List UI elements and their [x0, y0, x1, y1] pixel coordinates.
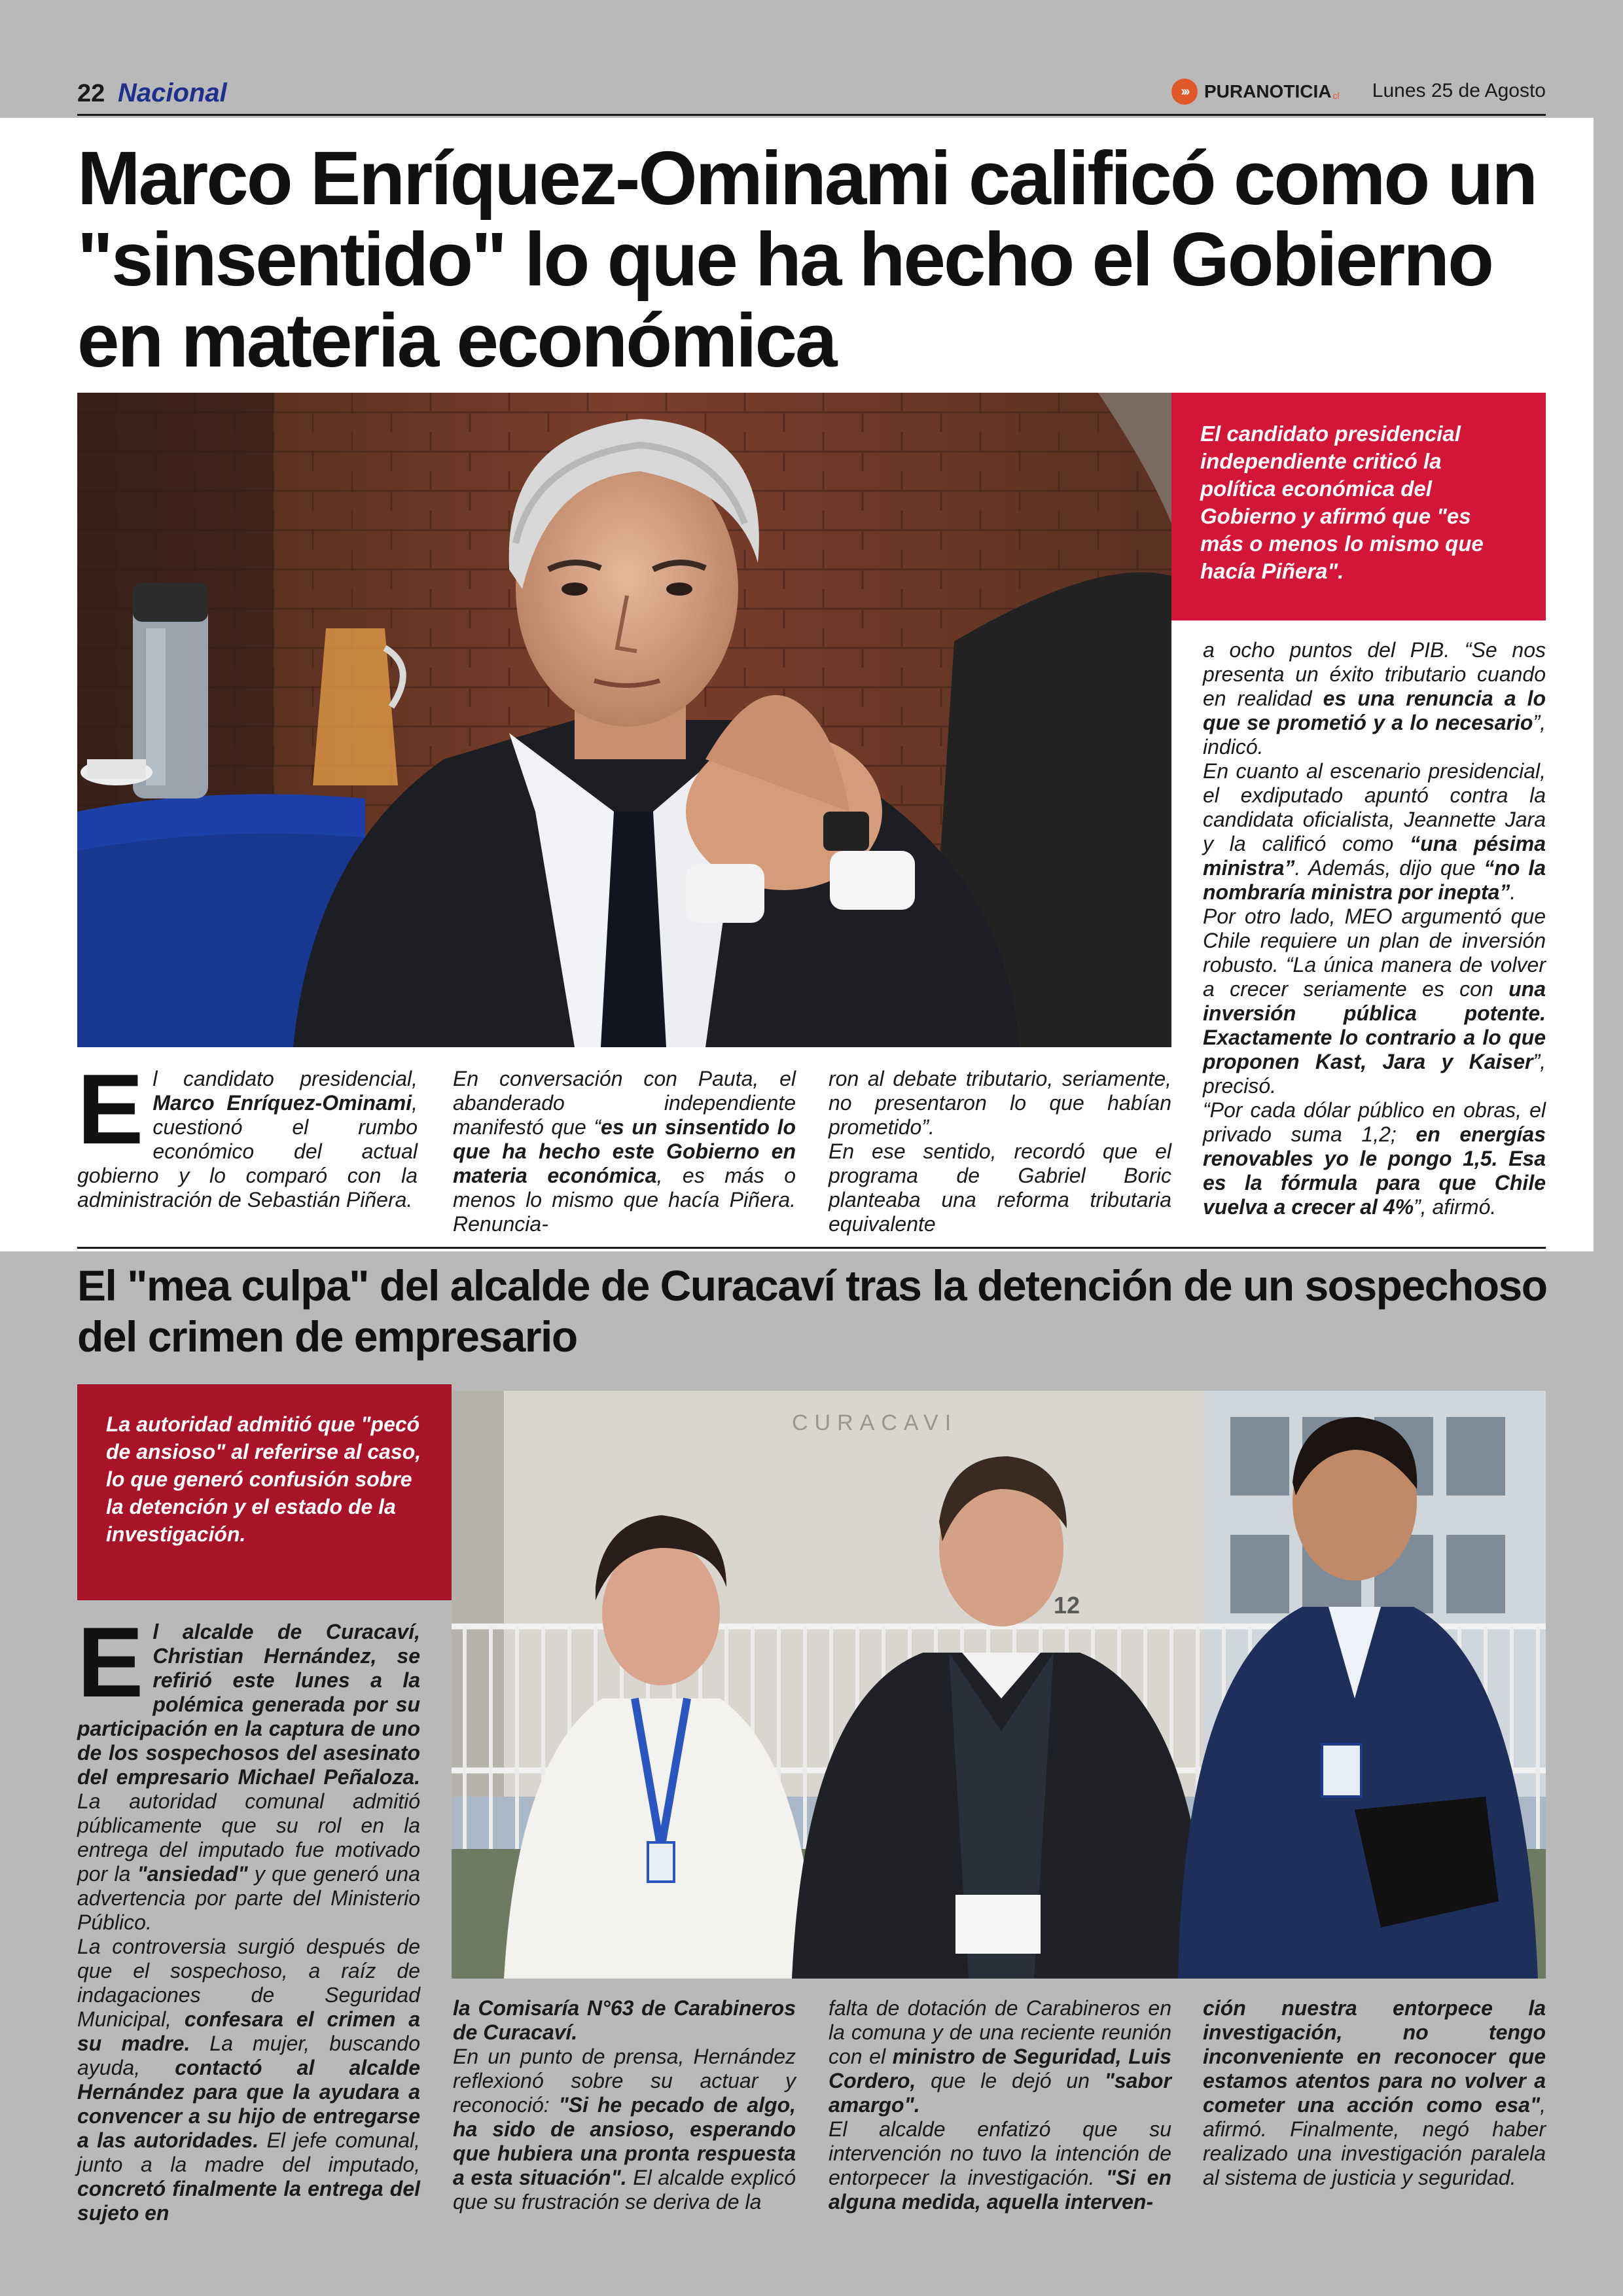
article2-col3 [829, 1996, 1171, 2214]
text-run: El jefe comunal, junto a la madre del imputado, [77, 2128, 420, 2176]
paragraph [1203, 638, 1546, 759]
paragraph [829, 1067, 1171, 1139]
bold-run: "Si he pecado de algo, ha sido de ansioso, esperando que hubiera una pronta respuesta a esta situación". [453, 2093, 796, 2189]
curacavi-group-illustration [452, 1391, 1546, 1979]
paragraph [829, 1139, 1171, 1236]
text-run: a ocho puntos del PIB. “Se nos presenta un éxito tributario cuando en realidad [1203, 638, 1546, 710]
article2-col4-text [1203, 1996, 1546, 2190]
text-run: y que generó una advertencia por parte del Ministerio Público. [77, 1862, 420, 1934]
text-run: El alcalde enfatizó que su intervención no tuvo la intención de entorpecer la investigación. [829, 2117, 1171, 2189]
meo-portrait-illustration [77, 393, 1171, 1047]
text-run: que le dejó un [916, 2069, 1105, 2092]
building-number: 12 [1054, 1592, 1080, 1619]
article-divider [77, 1247, 1546, 1249]
article1-photo [77, 393, 1171, 1047]
page-number: 22 [77, 80, 105, 107]
bold-run: una inversión pública potente. Exactamente lo contrario a lo que proponen Kast, Jara y Kaiser [1203, 977, 1546, 1073]
building-sign: CURACAVI [792, 1410, 958, 1435]
bold-run: contactó al alcalde Hernández para que la ayudara a convencer a su hijo de entregarse a las autoridades. [77, 2056, 420, 2152]
article1-col2-text [453, 1067, 796, 1236]
bold-run: “no la nombraría ministra por inepta” [1203, 856, 1546, 904]
article1-headline: Marco Enríquez-Ominami calificó como un "sinsentido" lo que ha hecho el Gobierno en materia económica [77, 135, 1537, 383]
bold-run: ministro de Seguridad, Luis Cordero, [829, 2045, 1172, 2092]
logo-suffix: cl [1332, 90, 1340, 101]
article1-dropcap: E [77, 1054, 144, 1165]
bold-run: "ansiedad" [137, 1862, 248, 1886]
bold-run: “una pésima ministra” [1203, 832, 1546, 880]
text-run: En ese sentido, recordó que el programa de Gabriel Boric planteaba una reforma tributaria equivalente [829, 1139, 1171, 1236]
article2-highlight-box [77, 1384, 452, 1600]
article1-highlight-text: El candidato presidencial independiente criticó la política económica del Gobierno y afirmó que "es más o menos lo mismo que hacía Piñera". [1200, 422, 1484, 583]
bold-run: l alcalde de Curacaví, Christian Hernández, se refirió este lunes a la polémica generada por su participación en la captura de uno de los sospechosos del asesinato del empresario Michael Peñaloza. [77, 1620, 420, 1789]
text-run: , afirmó. Finalmente, negó haber realizado una investigación paralela al sistema de justicia y seguridad. [1203, 2093, 1546, 2189]
text-run: En conversación con Pauta, el abanderado independiente manifestó que “ [453, 1067, 796, 1139]
text-run: En un punto de prensa, Hernández reflexionó sobre su actuar y reconoció: [453, 2045, 796, 2117]
text-run: falta de dotación de Carabineros en la comuna y de una reciente reunión con el [829, 1996, 1171, 2068]
article1-col2 [453, 1067, 796, 1236]
article1-col1 [77, 1054, 418, 1212]
text-run: . [1510, 880, 1516, 904]
text-run: “Por cada dólar público en obras, el privado suma 1,2; [1203, 1098, 1546, 1146]
article1-col3 [829, 1067, 1171, 1236]
text-run: La mujer, buscando ayuda, [77, 2032, 421, 2079]
text-run: ”, indicó. [1203, 711, 1546, 759]
puranoticia-logo [1171, 77, 1340, 106]
article2-headline: El "mea culpa" del alcalde de Curacaví tras la detención de un sospechoso del crimen de empresario [77, 1261, 1547, 1361]
paragraph [1203, 1098, 1546, 1219]
article1-highlight-box [1171, 393, 1546, 620]
bold-run: concretó finalmente la entrega del sujeto en [77, 2177, 420, 2225]
text-run: ”, afirmó. [1414, 1195, 1497, 1219]
bold-run: Marco Enríquez-Ominami [152, 1091, 412, 1115]
text-run: En cuanto al escenario presidencial, el exdiputado apuntó contra la candidata oficialista, Jeannette Jara y la calificó como [1203, 759, 1546, 855]
header-rule [77, 114, 1546, 116]
article2-highlight-text: La autoridad admitió que "pecó de ansioso" al referirse al caso, lo que generó confusión sobre la detención y el estado de la investigación. [106, 1412, 421, 1546]
text-run: La autoridad comunal admitió públicamente que su rol en la entrega del imputado fue motivado por la [77, 1789, 420, 1886]
bold-run: en energías renovables yo le pongo 1,5. Esa es la fórmula para que Chile vuelva a crecer al 4% [1203, 1122, 1546, 1219]
paragraph [1203, 905, 1546, 1098]
article1-col4 [1203, 638, 1546, 1219]
issue-date: Lunes 25 de Agosto [1372, 80, 1546, 101]
text-run: El alcalde explicó que su frustración se deriva de la [453, 2166, 796, 2214]
logo-text: PURANOTICIA [1204, 81, 1332, 101]
paragraph [829, 2117, 1171, 2214]
article2-dropcap: E [77, 1607, 144, 1718]
bold-run: ción nuestra entorpece la investigación, no tengo inconveniente en reconocer que estamos atentos para no volver a cometer una acción como esa" [1203, 1996, 1546, 2117]
bold-run: la Comisaría N°63 de Carabineros de Curacaví. [453, 1996, 796, 2044]
paragraph [77, 1935, 420, 2225]
bold-run: confesara el crimen a su madre. [77, 2007, 421, 2055]
text-run: l candidato presidencial, [152, 1067, 418, 1090]
bold-run: "sabor amargo". [829, 2069, 1171, 2117]
article2-col3-text [829, 1996, 1171, 2214]
text-run: Por otro lado, MEO argumentó que Chile requiere un plan de inversión robusto. “La única manera de volver a crecer seriamente es con [1203, 905, 1546, 1001]
paragraph [1203, 759, 1546, 905]
text-run: ”, precisó. [1203, 1050, 1546, 1098]
paragraph [829, 1996, 1171, 2117]
bold-run: es un sinsentido lo que ha hecho este Gobierno en materia económica [453, 1115, 796, 1187]
text-run: La controversia surgió después de que el sospechoso, a raíz de indagaciones de Seguridad Municipal, [77, 1935, 420, 2031]
article1-col3-text [829, 1067, 1171, 1236]
paragraph [453, 1996, 796, 2045]
text-run: , es más o menos lo mismo que hacía Piñera. Renuncia- [453, 1164, 796, 1236]
paragraph [1203, 1996, 1546, 2190]
paragraph [453, 2045, 796, 2214]
article2-col2-text [453, 1996, 796, 2214]
text-run: . Además, dijo que [1294, 856, 1484, 880]
section-name: Nacional [118, 79, 227, 107]
bold-run: es una renuncia a lo que se prometió y a lo necesario [1203, 687, 1546, 734]
bold-run: "Si en alguna medida, aquella interven- [829, 2166, 1172, 2214]
article2-col2 [453, 1996, 796, 2214]
article2-col1 [77, 1607, 421, 2225]
article2-col4 [1203, 1996, 1546, 2190]
text-run: , cuestionó el rumbo económico del actual gobierno y lo comparó con la administración de Sebastián Piñera. [77, 1091, 418, 1211]
logo-arrows-icon: ››› [1171, 79, 1198, 105]
article2-photo [452, 1391, 1546, 1979]
text-run: ron al debate tributario, seriamente, no presentaron lo que habían prometido”. [829, 1067, 1171, 1139]
article1-col4-text [1203, 638, 1546, 1219]
